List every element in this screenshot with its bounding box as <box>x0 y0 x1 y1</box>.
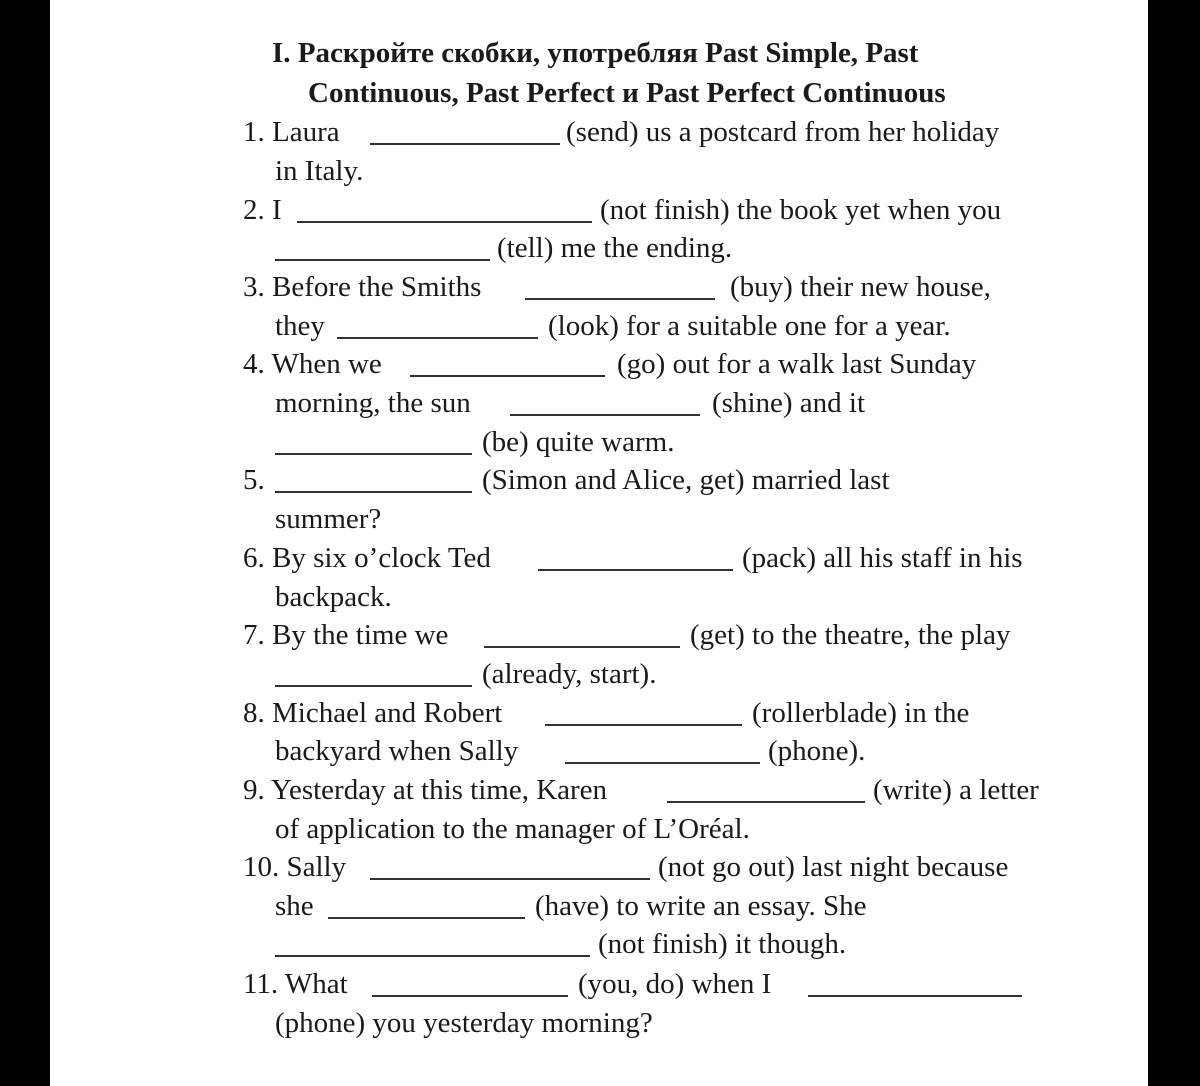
answer-blank[interactable] <box>297 221 592 223</box>
exercise-text: 7. By the time we <box>243 619 449 651</box>
answer-blank[interactable] <box>545 724 742 726</box>
exercise-text: (tell) me the ending. <box>497 232 733 264</box>
exercise-text: (send) us a postcard from her holiday <box>566 116 1000 148</box>
worksheet-page <box>50 0 1148 1086</box>
exercise-text: (rollerblade) in the <box>752 697 970 729</box>
exercise-text: (be) quite warm. <box>482 426 675 458</box>
exercise-text: 6. By six o’clock Ted <box>243 542 491 574</box>
answer-blank[interactable] <box>370 143 560 145</box>
exercise-text: of application to the manager of L’Oréal. <box>275 813 750 845</box>
exercise-text: (phone) you yesterday morning? <box>275 1007 653 1039</box>
answer-blank[interactable] <box>370 878 650 880</box>
exercise-text: (already, start). <box>482 658 657 690</box>
answer-blank[interactable] <box>275 491 472 493</box>
exercise-text: (have) to write an essay. She <box>535 890 867 922</box>
exercise-text: 4. When we <box>243 348 382 380</box>
exercise-text: (Simon and Alice, get) married last <box>482 464 890 496</box>
exercise-text: 9. Yesterday at this time, Karen <box>243 774 608 806</box>
exercise-text: (phone). <box>768 735 866 767</box>
exercise-text: (not finish) it though. <box>598 928 847 960</box>
exercise-text: (buy) their new house, <box>730 271 991 303</box>
exercise-text: (look) for a suitable one for a year. <box>548 310 951 342</box>
exercise-text: 3. Before the Smiths <box>243 271 482 303</box>
exercise-text: 11. What <box>243 968 348 1000</box>
exercise-text: (not go out) last night because <box>658 851 1009 883</box>
answer-blank[interactable] <box>337 337 538 339</box>
answer-blank[interactable] <box>667 801 865 803</box>
answer-blank[interactable] <box>328 917 525 919</box>
exercise-text: they <box>275 310 325 342</box>
answer-blank[interactable] <box>538 569 733 571</box>
exercise-text: (you, do) when I <box>578 968 772 1000</box>
exercise-text: 1. Laura <box>243 116 340 148</box>
answer-blank[interactable] <box>484 646 680 648</box>
answer-blank[interactable] <box>525 298 715 300</box>
answer-blank[interactable] <box>410 375 605 377</box>
exercise-text: (not finish) the book yet when you <box>600 194 1002 226</box>
answer-blank[interactable] <box>275 685 472 687</box>
exercise-text: (pack) all his staff in his <box>742 542 1023 574</box>
exercise-text: (get) to the theatre, the play <box>690 619 1011 651</box>
exercise-text: (write) a letter <box>873 774 1039 806</box>
answer-blank[interactable] <box>275 955 590 957</box>
exercise-text: 5. <box>243 464 265 496</box>
answer-blank[interactable] <box>808 995 1022 997</box>
exercise-text: summer? <box>275 503 382 535</box>
exercise-text: (go) out for a walk last Sunday <box>617 348 977 380</box>
exercise-text: she <box>275 890 314 922</box>
answer-blank[interactable] <box>565 762 760 764</box>
exercise-text: 10. Sally <box>243 851 347 883</box>
answer-blank[interactable] <box>372 995 568 997</box>
exercise-text: backyard when Sally <box>275 735 519 767</box>
exercise-title-line-1: I. Раскройте скобки, употребляя Past Simple, Past <box>272 37 919 69</box>
answer-blank[interactable] <box>275 259 490 261</box>
exercise-text: morning, the sun <box>275 387 471 419</box>
exercise-text: (shine) and it <box>712 387 866 419</box>
exercise-title-line-2: Continuous, Past Perfect и Past Perfect Continuous <box>308 77 946 109</box>
answer-blank[interactable] <box>275 453 472 455</box>
exercise-text: 2. I <box>243 194 282 226</box>
exercise-text: backpack. <box>275 581 392 613</box>
answer-blank[interactable] <box>510 414 700 416</box>
exercise-text: in Italy. <box>275 155 364 187</box>
exercise-text: 8. Michael and Robert <box>243 697 503 729</box>
